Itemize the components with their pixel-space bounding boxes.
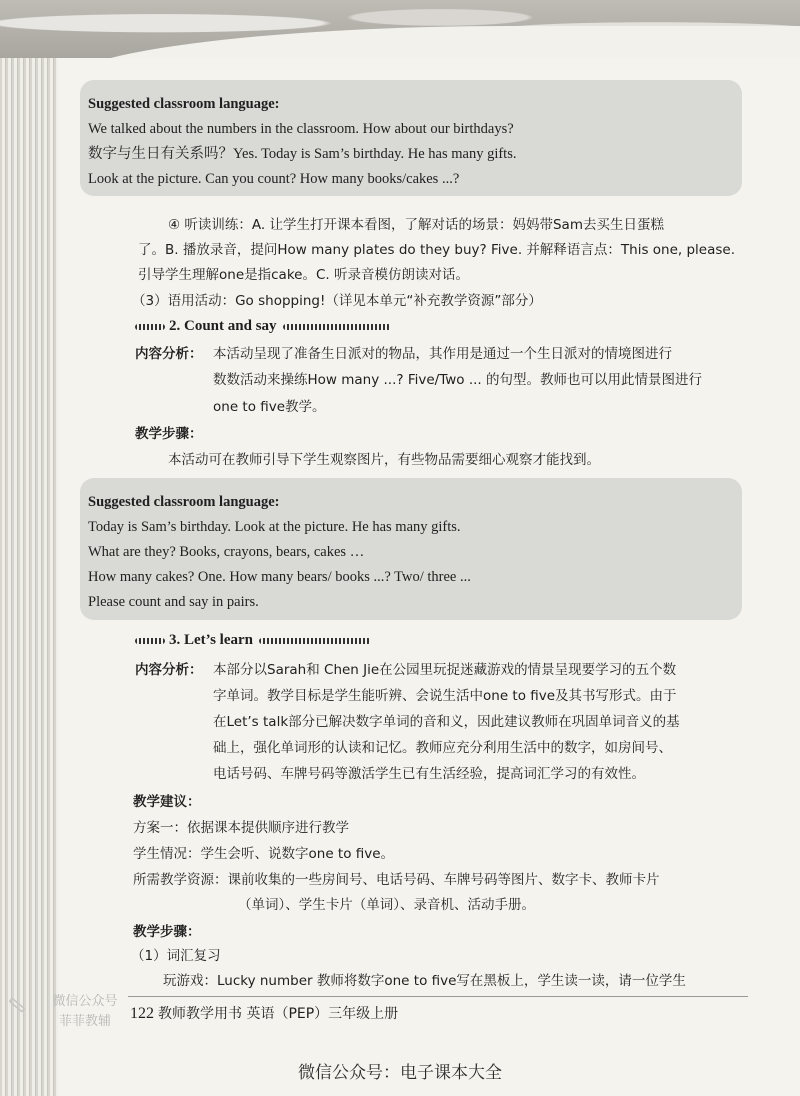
- text-line: 本活动呈现了准备生日派对的物品，其作用是通过一个生日派对的情境图进行: [213, 346, 672, 362]
- text-line: 了。B. 播放录音，提问How many plates do they buy? Five. 并解释语言点：This one, please.: [138, 242, 736, 258]
- section-title: 2. Count and say: [169, 318, 277, 334]
- text-line: one to five教学。: [213, 399, 326, 415]
- box-title: Suggested classroom language:: [88, 494, 280, 510]
- text-line: 学生情况：学生会听、说数字one to five。: [133, 846, 395, 862]
- section-heading: [135, 318, 391, 335]
- box-line: What are they? Books, crayons, bears, cakes …: [88, 544, 365, 560]
- box-line: 数字与生日有关系吗？Yes. Today is Sam’s birthday. He has many gifts.: [88, 146, 517, 162]
- text-line: 电话号码、车牌号码等激活学生已有生活经验，提高词汇学习的有效性。: [213, 766, 645, 782]
- book-title: 教师教学用书 英语（PEP）三年级上册: [158, 1006, 399, 1022]
- section-heading: [135, 632, 371, 649]
- text-line: 在Let’s talk部分已解决数字单词的音和义，因此建议教师在巩固单词音义的基: [213, 714, 680, 730]
- pencil-icon: [6, 994, 28, 1016]
- suggested-language-box-1: [80, 80, 742, 196]
- box-line: We talked about the numbers in the classroom. How about our birthdays?: [88, 121, 514, 137]
- suggest-label: 教学建议：: [133, 794, 201, 810]
- text-line: 引导学生理解one是指cake。C. 听录音模仿朗读对话。: [138, 267, 469, 283]
- text-line: 本活动可在教师引导下学生观察图片，有些物品需要细心观察才能找到。: [168, 452, 600, 468]
- text-line: ④ 听读训练：A. 让学生打开课本看图，了解对话的场景：妈妈带Sam去买生日蛋糕: [168, 217, 664, 233]
- analysis-label: 内容分析：: [135, 662, 203, 678]
- wavy-rule: [135, 638, 165, 644]
- text-line: （3）语用活动：Go shopping!（详见本单元“补充教学资源”部分）: [132, 293, 542, 309]
- box-line: Look at the picture. Can you count? How many books/cakes ...?: [88, 171, 460, 187]
- box-line: Today is Sam’s birthday. Look at the picture. He has many gifts.: [88, 519, 461, 535]
- box-line: How many cakes? One. How many bears/ books ...? Two/ three ...: [88, 569, 471, 585]
- steps-label: 教学步骤：: [135, 426, 203, 442]
- text-line: 所需教学资源：课前收集的一些房间号、电话号码、车牌号码等图片、数字卡、教师卡片: [133, 872, 660, 888]
- wavy-rule: [283, 324, 391, 330]
- text-line: 数数活动来操练How many ...? Five/Two ... 的句型。教师也可以用此情景图进行: [213, 372, 702, 388]
- footer-rule: [128, 996, 748, 997]
- page-footer: [130, 1003, 398, 1023]
- text-line: 字单词。教学目标是学生能听辨、会说生活中one to five及其书写形式。由于: [213, 688, 677, 704]
- book-page-edges: [0, 0, 58, 1096]
- steps-label: 教学步骤：: [133, 924, 201, 940]
- wavy-rule: [259, 638, 371, 644]
- suggested-language-box-2: [80, 478, 742, 620]
- watermark-bottom: 微信公众号：电子课本大全: [298, 1063, 502, 1083]
- text-line: （1）词汇复习: [131, 948, 221, 964]
- text-line: （单词）、学生卡片（单词）、录音机、活动手册。: [238, 897, 535, 913]
- watermark-line: 菲菲教辅: [58, 1014, 111, 1029]
- box-title: Suggested classroom language:: [88, 96, 280, 112]
- analysis-label: 内容分析：: [135, 346, 203, 362]
- text-line: 玩游戏：Lucky number 教师将数字one to five写在黑板上，学生读一读，请一位学生: [163, 973, 686, 989]
- text-line: 础上，强化单词形的认读和记忆。教师应充分利用生活中的数字，如房间号、: [213, 740, 672, 756]
- watermark-line: 微信公众号: [52, 994, 118, 1009]
- wavy-rule: [135, 324, 165, 330]
- box-line: Please count and say in pairs.: [88, 594, 259, 610]
- text-line: 本部分以Sarah和 Chen Jie在公园里玩捉迷藏游戏的情景呈现要学习的五个数: [213, 662, 677, 678]
- page-number: 122: [130, 1005, 154, 1022]
- watermark-left: [30, 992, 140, 1032]
- text-line: 方案一：依据课本提供顺序进行教学: [133, 820, 349, 836]
- section-title: 3. Let’s learn: [169, 632, 254, 648]
